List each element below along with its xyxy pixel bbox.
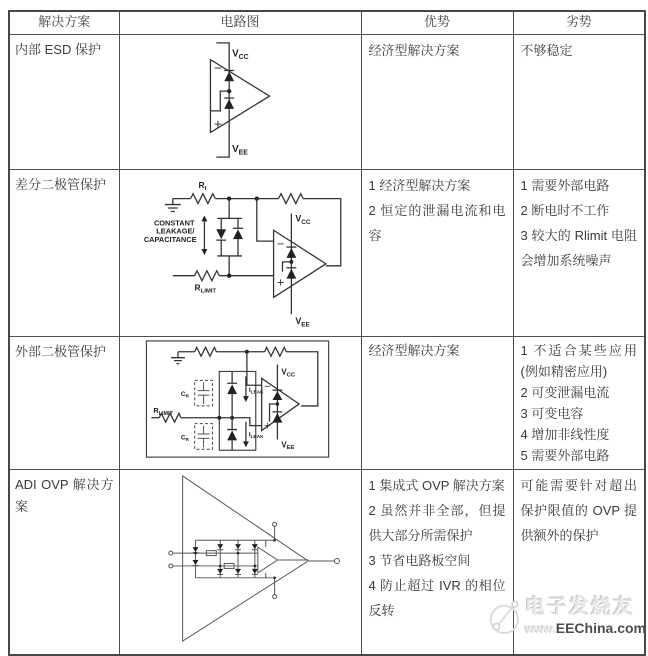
solution-name: 外部二极管保护 xyxy=(15,344,107,359)
vee-label: $V_{EE}$ xyxy=(295,316,310,329)
list-item: 2 可变泄漏电流 xyxy=(520,385,610,400)
vcc-label: $V_{CC}$ xyxy=(232,48,249,62)
list-item: 1 不适合某些应用(例如精密应用) xyxy=(520,343,637,379)
list-item: 2 虽然并非全部，但提供大部分所需保护 xyxy=(368,503,506,543)
solution-name: 差分二极管保护 xyxy=(15,177,107,192)
list-item: 4 防止超过 IVR 的相位反转 xyxy=(368,578,506,618)
solution-name-cell xyxy=(9,337,119,470)
table-row xyxy=(9,337,645,470)
opamp xyxy=(274,213,326,328)
vcc-label: $V_{CC}$ xyxy=(295,213,311,226)
disadvantages-cell xyxy=(513,337,645,470)
disadvantages-cell xyxy=(513,170,645,337)
plus-input-label: + xyxy=(263,421,272,432)
list-item: 5 需要外部电路 xyxy=(520,448,610,463)
watermark xyxy=(486,590,646,648)
circuit-cell xyxy=(119,337,361,470)
list-item: 经济型解决方案 xyxy=(368,43,460,58)
ileak-label: $I_{LEAK}$ xyxy=(248,431,264,440)
plus-input-label: + xyxy=(276,277,285,289)
upper-protection-branch xyxy=(181,371,264,417)
column-header-circuit: 电路图 xyxy=(119,11,361,35)
amplifier-outline xyxy=(169,476,340,641)
advantages-cell xyxy=(361,35,513,170)
solution-name-cell xyxy=(9,170,119,337)
minus-input-label: − xyxy=(276,239,285,251)
circuit-cell xyxy=(119,470,361,655)
list-item: 经济型解决方案 xyxy=(368,343,460,358)
plus-input-label: + xyxy=(213,117,223,131)
advantages-cell xyxy=(361,170,513,337)
header-row xyxy=(9,11,645,35)
list-item: 可能需要针对超出保护限值的 OVP 提供额外的保护 xyxy=(520,478,637,543)
solution-name-cell xyxy=(9,470,119,655)
disadvantages-cell xyxy=(513,35,645,170)
vee-label: $V_{EE}$ xyxy=(232,144,248,157)
rlimit-resistor-label: $R_{LIMIT}$ xyxy=(194,282,217,295)
circuit-cell xyxy=(119,170,361,337)
leakage-annotation xyxy=(144,215,208,255)
list-item: 2 断电时不工作 xyxy=(520,203,610,218)
lower-protection-branch xyxy=(181,418,264,450)
minus-input-label: − xyxy=(213,61,223,75)
opamp xyxy=(210,43,269,157)
minus-input-label: − xyxy=(263,382,272,393)
table-row xyxy=(9,170,645,337)
vee-label: $V_{EE}$ xyxy=(281,440,295,452)
watermark-logo-icon xyxy=(486,590,523,644)
vcc-label: $V_{CC}$ xyxy=(281,367,296,379)
list-item: 1 需要外部电路 xyxy=(520,178,610,193)
table-row xyxy=(9,35,645,170)
ground-icon xyxy=(171,352,185,364)
comparison-table xyxy=(8,10,646,656)
ri-resistor-label: $R_I$ xyxy=(198,179,207,192)
list-item: 2 恒定的泄漏电流和电容 xyxy=(368,203,506,243)
solution-name-cell xyxy=(9,35,119,170)
cr-cap-label: $C_R$ xyxy=(180,434,189,443)
leakage-label: CONSTANT LEAKAGE/ CAPACITANCE xyxy=(143,218,197,245)
watermark-site: EEChina.com xyxy=(555,620,646,636)
solution-name: 内部 ESD 保护 xyxy=(15,42,101,57)
ileak-label: $I_{LEAK}$ xyxy=(248,387,264,396)
list-item: 3 可变电容 xyxy=(520,406,584,421)
solution-name: ADI OVP 解决方案 xyxy=(15,477,114,514)
adi-ovp-circuit-diagram xyxy=(121,470,359,651)
diff-diode-circuit-diagram xyxy=(121,170,359,333)
column-header-advantages: 优势 xyxy=(361,11,513,35)
list-item: 3 节省电路板空间 xyxy=(368,553,471,568)
list-item: 1 集成式 OVP 解决方案 xyxy=(368,478,505,493)
advantages-cell xyxy=(361,337,513,470)
rlimit-resistor-label: $R_{LIMIT}$ xyxy=(153,405,173,417)
inner-opamp xyxy=(258,547,308,573)
list-item: 4 增加非线性度 xyxy=(520,427,610,442)
list-item: 不够稳定 xyxy=(520,43,573,58)
opamp xyxy=(262,365,299,452)
ovp-network xyxy=(173,539,276,579)
internal-esd-circuit-diagram xyxy=(121,35,359,166)
column-header-solution: 解决方案 xyxy=(9,11,119,35)
antiparallel-diodes xyxy=(216,199,243,276)
list-item: 3 较大的 Rlimit 电阻会增加系统噪声 xyxy=(520,228,637,268)
column-header-disadvantages: 劣势 xyxy=(513,11,645,35)
list-item: 1 经济型解决方案 xyxy=(368,178,471,193)
cr-cap-label: $C_R$ xyxy=(180,391,189,400)
circuit-cell xyxy=(119,35,361,170)
watermark-brand: 电子发烧友 xyxy=(524,596,635,618)
watermark-url-prefix: www. xyxy=(524,622,556,636)
external-diode-circuit-diagram xyxy=(121,337,359,465)
ground-icon xyxy=(165,199,181,212)
